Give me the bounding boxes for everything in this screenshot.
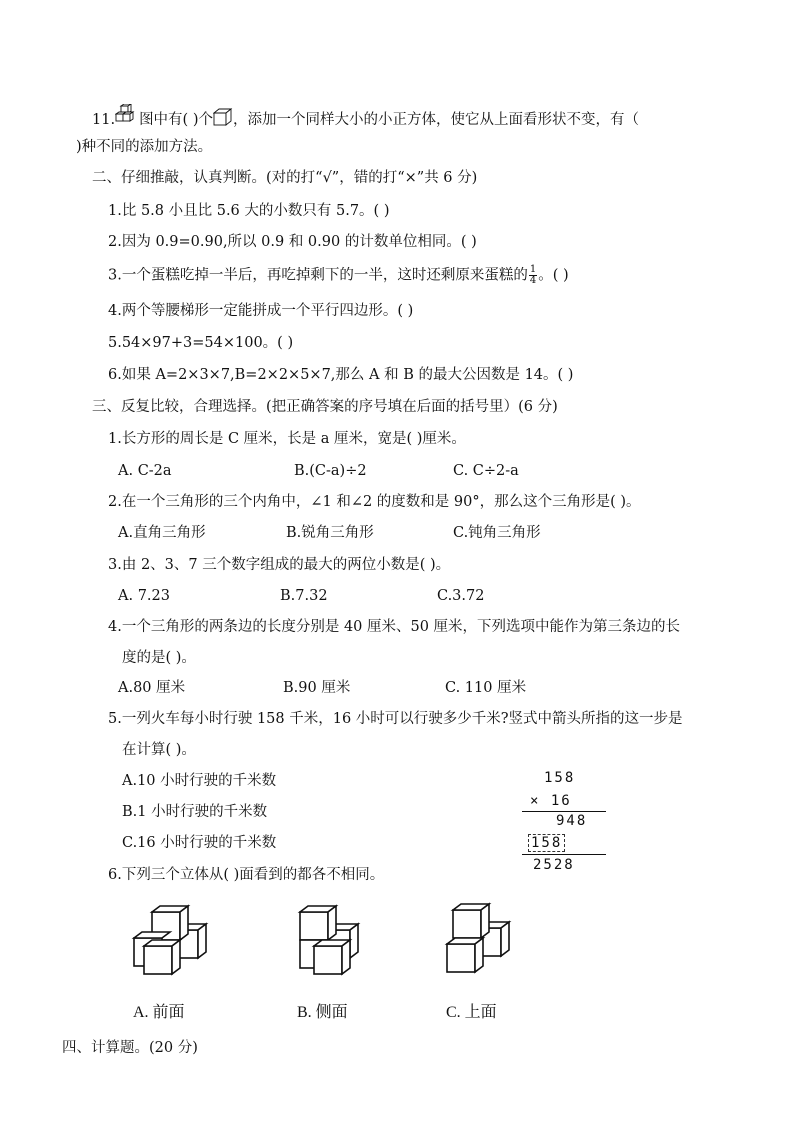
judge-item-3-text: 3.一个蛋糕吃掉一半后，再吃掉剩下的一半，这时还剩原来蛋糕的 [108, 267, 528, 284]
choice-q3-b: B.7.32 [280, 588, 328, 604]
choice-q2-c: C.钝角三角形 [453, 525, 541, 541]
unit-cube-icon [213, 108, 233, 126]
judge-item-5: 5.54×97+3=54×100。( ) [108, 335, 294, 351]
fraction-one-quarter: $\frac{1}{4}$ [529, 264, 537, 286]
vertical-multiplication [520, 768, 610, 878]
choice-q4-c: C. 110 厘米 [445, 680, 527, 696]
choice-q2-a: A.直角三角形 [118, 525, 206, 541]
calc-multiplier: × 16 [530, 793, 572, 809]
choice-q5-c: C.16 小时行驶的千米数 [122, 835, 277, 851]
solid-figure-a [130, 900, 220, 980]
calc-multiplicand: 158 [544, 770, 576, 786]
choice-q3-stem: 3.由 2、3、7 三个数字组成的最大的两位小数是( )。 [108, 557, 451, 573]
choice-q5-stem-2: 在计算( )。 [122, 742, 196, 758]
choice-q1-c: C. C÷2-a [453, 463, 519, 479]
calc-rule-2 [522, 854, 606, 855]
q11-text-a: 图中有( )个 [139, 112, 213, 128]
choice-q4-stem-2: 度的是( )。 [122, 650, 196, 666]
choice-q5-b: B.1 小时行驶的千米数 [122, 804, 268, 820]
q11-line1 [92, 104, 639, 130]
judge-item-2: 2.因为 0.9=0.90,所以 0.9 和 0.90 的计数单位相同。( ) [108, 234, 477, 250]
section4-heading: 四、计算题。(20 分) [62, 1040, 198, 1056]
choice-q2-b: B.锐角三角形 [286, 525, 374, 541]
choice-q1-a: A. C-2a [118, 463, 172, 479]
choice-q5-stem-1: 5.一列火车每小时行驶 158 千米，16 小时可以行驶多少千米?竖式中箭头所指的这一步是 [108, 711, 683, 727]
section2-heading: 二、仔细推敲，认真判断。(对的打“√”，错的打“×”共 6 分) [92, 170, 478, 186]
choice-q4-b: B.90 厘米 [283, 680, 351, 696]
judge-item-1: 1.比 5.8 小且比 5.6 大的小数只有 5.7。( ) [108, 203, 390, 219]
calc-rule-1 [522, 811, 606, 812]
figure-a-caption: A. 前面 [133, 1004, 185, 1021]
choice-q1-b: B.(C-a)÷2 [294, 463, 367, 479]
judge-item-6: 6.如果 A=2×3×7,B=2×2×5×7,那么 A 和 B 的最大公因数是 14。( ) [108, 367, 574, 383]
q11-number: 11. [92, 112, 116, 128]
q11-line2: )种不同的添加方法。 [76, 139, 213, 155]
q11-text-b: ，添加一个同样大小的小正方体，使它从上面看形状不变，有（ [233, 112, 639, 128]
calc-product: 2528 [533, 857, 575, 873]
solid-figure-b [296, 900, 366, 980]
choice-q1-stem: 1.长方形的周长是 C 厘米，长是 a 厘米，宽是( )厘米。 [108, 431, 466, 447]
choice-q3-a: A. 7.23 [118, 588, 170, 604]
judge-item-3-bracket: 。( ) [538, 267, 569, 284]
choice-q2-stem: 2.在一个三角形的三个内角中，∠1 和∠2 的度数和是 90°，那么这个三角形是( )。 [108, 494, 641, 510]
choice-q4-stem-1: 4.一个三角形的两条边的长度分别是 40 厘米、50 厘米，下列选项中能作为第三条边的长 [108, 619, 681, 635]
judge-item-3 [108, 265, 569, 286]
choice-q4-a: A.80 厘米 [118, 680, 186, 696]
figure-b-caption: B. 侧面 [297, 1004, 348, 1021]
choice-q3-c: C.3.72 [437, 588, 485, 604]
calc-partial-2-highlighted: 158 [528, 834, 565, 852]
solid-figure-c [443, 898, 513, 978]
figure-c-caption: C. 上面 [446, 1004, 497, 1021]
section3-heading: 三、反复比较，合理选择。(把正确答案的序号填在后面的括号里）(6 分) [92, 399, 558, 415]
small-cubes-figure [115, 104, 139, 126]
judge-item-4: 4.两个等腰梯形一定能拼成一个平行四边形。( ) [108, 303, 414, 319]
choice-q6-stem: 6.下列三个立体从( )面看到的都各不相同。 [108, 867, 385, 883]
calc-partial-1: 948 [556, 813, 588, 829]
choice-q5-a: A.10 小时行驶的千米数 [122, 773, 277, 789]
